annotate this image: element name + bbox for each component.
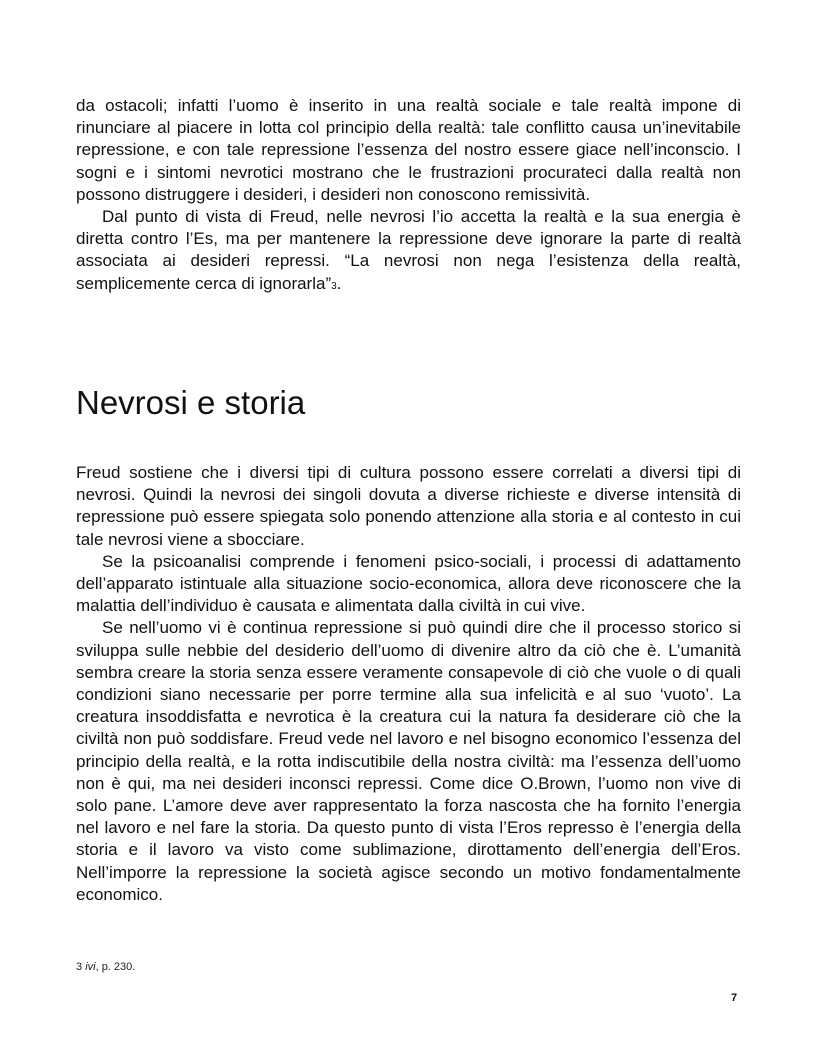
section-paragraph-1: Freud sostiene che i diversi tipi di cultura possono essere correlati a diversi tipi di nevrosi. Quindi la nevrosi dei singoli dovuta a diverse richieste e diverse intensità di repressione può essere spiegata solo ponendo attenzione alla storia e al contesto in cui tale nevrosi viene a sbocciare. [76, 463, 741, 549]
footnote-rest: , p. 230. [95, 961, 136, 973]
section-heading: Nevrosi e storia [76, 384, 306, 421]
section-paragraph-3: Se nell’uomo vi è continua repressione si può quindi dire che il processo storico si sviluppa sulle nebbie del desiderio dell’uomo di divenire altro da ciò che è. L’umanità sembra creare la storia senza essere veramente consapevole di ciò che vuole o di quali condizioni siano necessarie per porre termine alla sua infelicità e al suo ‘vuoto’. La creatura insoddisfatta e nevrotica è la creatura cui la natura fa desiderare ciò che la civiltà non può soddisfare. Freud vede nel lavoro e nel bisogno economico l’essenza del principio della realtà, e la rotta indiscutibile della nostra civiltà: ma l’essenza dell’uomo non è qui, ma nei desideri inconsci repressi. Come dice O.Brown, l’uomo non vive di solo pane. L’amore deve aver rappresentato la forza nascosta che ha fornito l’energia nel lavoro e nel fare la storia. Da questo punto di vista l’Eros represso è l’energia della storia e il lavoro va visto come sublimazione, dirottamento dell’energia dell’Eros. Nell’imporre la repressione la società agisce secondo un motivo fondamentalmente economico. [76, 618, 741, 904]
footnote-number: 3 [76, 961, 83, 973]
footnote-source: ivi [85, 961, 96, 973]
paragraph-continued: da ostacoli; infatti l’uomo è inserito in una realtà sociale e tale realtà impone di rinunciare al piacere in lotta col principio della realtà: tale conflitto causa un’inevitabile repressione, e con tale repressione l’essenza del nostro essere giace nell’inconscio. I sogni e i sintomi nevrotici mostrano che le frustrazioni procurateci dalla realtà non possono distruggere i desideri, i desideri non conoscono remissività. [76, 96, 741, 204]
paragraph-end-punct: . [336, 273, 342, 293]
section-text-block [76, 462, 741, 906]
page-number: 7 [731, 992, 738, 1004]
top-text-block [76, 95, 741, 298]
footnote [76, 960, 135, 974]
section-paragraph-2: Se la psicoanalisi comprende i fenomeni psico-sociali, i processi di adattamento dell’apparato istintuale alla situazione socio-economica, allora deve riconoscere che la malattia dell’individuo è causata e alimentata dalla civiltà in cui vive. [76, 551, 741, 616]
paragraph-freud-view [76, 206, 741, 298]
paragraph-freud-view-text: Dal punto di vista di Freud, nelle nevrosi l’io accetta la realtà e la sua energia è diretta contro l’Es, ma per mantenere la repressione deve ignorare la parte di realtà associata ai desideri repressi. “La nevrosi non nega l’esistenza della realtà, semplicemente cerca di ignorarla” [76, 207, 741, 293]
footnote-reference: 3 [331, 280, 337, 292]
